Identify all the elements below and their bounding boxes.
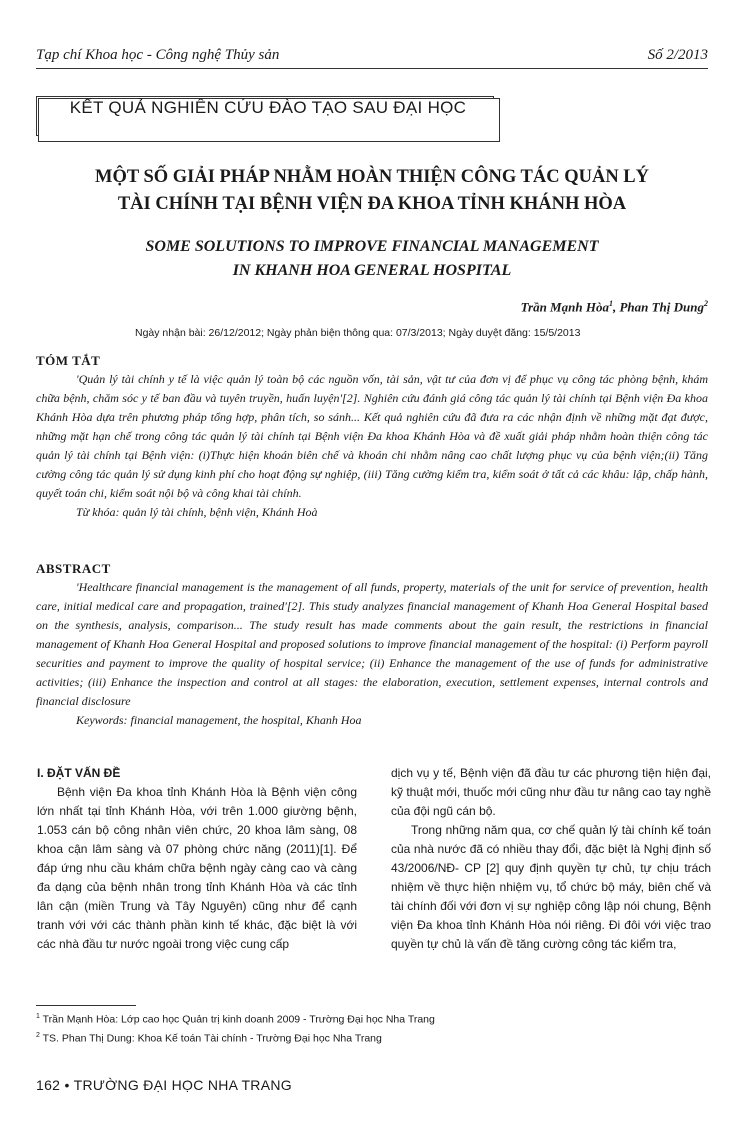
footnote-1-mark: 1 xyxy=(36,1013,40,1020)
header-rule xyxy=(36,68,708,69)
title-en-line-2: IN KHANH HOA GENERAL HOSPITAL xyxy=(232,262,512,279)
author-1: Trần Mạnh Hòa xyxy=(520,299,609,315)
author-2-mark: 2 xyxy=(704,299,708,308)
author-separator: , xyxy=(612,299,620,315)
title-vi-line-1: MỘT SỐ GIẢI PHÁP NHẰM HOÀN THIỆN CÔNG TÁC QUẢN LÝ xyxy=(94,167,650,187)
footnote-1 xyxy=(36,1009,435,1028)
authors xyxy=(521,299,708,315)
title-english xyxy=(40,235,704,283)
footnote-2 xyxy=(36,1028,435,1047)
section-label: KẾT QUẢ NGHIÊN CỨU ĐÀO TẠO SAU ĐẠI HỌC xyxy=(69,98,467,117)
keywords-en: Keywords: financial management, the hospital, Khanh Hoa xyxy=(76,713,362,727)
body-paragraph: Bệnh viện Đa khoa tỉnh Khánh Hòa là Bệnh viện công lớn nhất tại tỉnh Khánh Hòa, với trên 1.000 giường bệnh, 1.053 cán bộ công nhân viên chức, 20 khoa lâm sàng, 08 khoa cận lâm sàng và 07 phòng chức năng (2011)[1]. Để đáp ứng nhu cầu khám chữa bệnh ngày càng cao và càng đa dạng của bệnh nhân trong tỉnh Khánh Hòa và các tỉnh lân cận (miền Trung và Tây Nguyên) cũng như để cạnh tranh với với các thành phần kinh tế khác, đặc biệt là với các nhà đầu tư nước ngoài trong việc cung cấp xyxy=(37,785,357,951)
author-2: Phan Thị Dung xyxy=(619,299,704,315)
page-footer: 162 • TRƯỜNG ĐẠI HỌC NHA TRANG xyxy=(36,1077,292,1093)
abstract-en-heading: ABSTRACT xyxy=(36,561,111,576)
body-paragraph: Trong những năm qua, cơ chế quản lý tài chính kế toán của nhà nước đã có nhiều thay đổi, đặc biệt là Nghị định số 43/2006/NĐ- CP [2] quy định quyền tự chủ, tự chịu trách nhiệm về thực hiện nhiệm vụ, tổ chức bộ máy, biên chế và tài chính đối với đơn vị sự nghiệp công lập nói chung, Bệnh viện Đa khoa tỉnh Khánh Hòa nói riêng. Đi đôi với việc trao quyền tự chủ là vấn đề tăng cường công tác kiểm tra, xyxy=(391,823,711,951)
section-1-heading: I. ĐẶT VẤN ĐỀ xyxy=(37,766,121,780)
author-1-mark: 1 xyxy=(608,299,613,308)
abstract-vietnamese xyxy=(36,370,708,522)
body-column-right xyxy=(391,764,711,954)
footnotes xyxy=(36,1009,435,1046)
body-paragraph: dịch vụ y tế, Bệnh viện đã đầu tư các phương tiện hiện đại, kỹ thuật mới, thuốc mới cũng như đầu tư nâng cao tay nghề của đội ngũ cán bộ. xyxy=(391,766,711,818)
abstract-vi-heading: TÓM TẮT xyxy=(36,353,101,368)
submission-dates: Ngày nhận bài: 26/12/2012; Ngày phản biện thông qua: 07/3/2013; Ngày duyệt đăng: 15/5/2013 xyxy=(135,327,581,339)
footnote-rule xyxy=(36,1005,136,1006)
footnote-1-text: Trần Mạnh Hòa: Lớp cao học Quản trị kinh doanh 2009 - Trường Đại học Nha Trang xyxy=(42,1013,435,1026)
journal-name: Tạp chí Khoa học - Công nghệ Thủy sản xyxy=(36,47,280,63)
abstract-vi-body: 'Quản lý tài chính y tế là việc quản lý toàn bộ các nguồn vốn, tài sản, vật tư của đơn vị để phục vụ công tác phòng bệnh, khám chữa bệnh, chăm sóc y tế ban đầu và tuyên truyền, huấn luyện'[2]. Nghiên cứu đánh giá công tác quản lý tài chính tại Bệnh viện Đa khoa Khánh Hòa dựa trên phương pháp tổng hợp, phân tích, so sánh... Kết quả nghiên cứu đã đưa ra các nhận định về những mặt đạt được, những mặt hạn chế trong công tác quản lý tài chính tại Bệnh viện Đa khoa Khánh Hòa và đề xuất giải pháp nhằm hoàn thiện công tác quản lý tài chính tại Bệnh viện: (i)Thực hiện khoán biên chế và khoán chi nhằm nâng cao chất lượng phục vụ của bệnh viện;(ii) Tăng cường công tác quản lý sử dụng kinh phí cho hoạt động sự nghiệp, (iii) Tăng cường kiểm tra, kiểm soát ở tất cả các khâu: lập, chấp hành, quyết toán chi, kiểm soát nội bộ và công khai tài chính. xyxy=(36,372,708,500)
keywords-vi: Từ khóa: quản lý tài chính, bệnh viện, Khánh Hoà xyxy=(76,505,318,519)
title-vi-line-2: TÀI CHÍNH TẠI BỆNH VIỆN ĐA KHOA TỈNH KHÁNH HÒA xyxy=(117,194,627,214)
body-column-left xyxy=(37,764,357,954)
abstract-english xyxy=(36,578,708,730)
issue-number: Số 2/2013 xyxy=(647,47,708,63)
abstract-en-body: 'Healthcare financial management is the management of all funds, property, materials of the unit for service of prevention, health care, initial medical care and propagation, trained'[2]. This study analyzes financial management of Khanh Hoa General Hospital based on the synthesis, analysis, comparison... The study result has made comments about the gain result, the restrictions in financial management of Khanh Hoa General Hospital and proposed solutions to improve financial management of the hospital: (i) Perform payroll securities and payment to improve the quality of hospital service; (ii) Enhance the management of the use of funds for administrative activities; (iii) Enhance the inspection and control at all stages: the elaboration, execution, settlement expenses, internal controls and financial disclosure xyxy=(36,580,708,708)
title-en-line-1: SOME SOLUTIONS TO IMPROVE FINANCIAL MANAGEMENT xyxy=(145,238,599,255)
footnote-2-mark: 2 xyxy=(36,1031,40,1039)
title-vietnamese xyxy=(40,164,704,218)
footnote-2-text: TS. Phan Thị Dung: Khoa Kế toán Tài chính - Trường Đại học Nha Trang xyxy=(42,1032,382,1044)
